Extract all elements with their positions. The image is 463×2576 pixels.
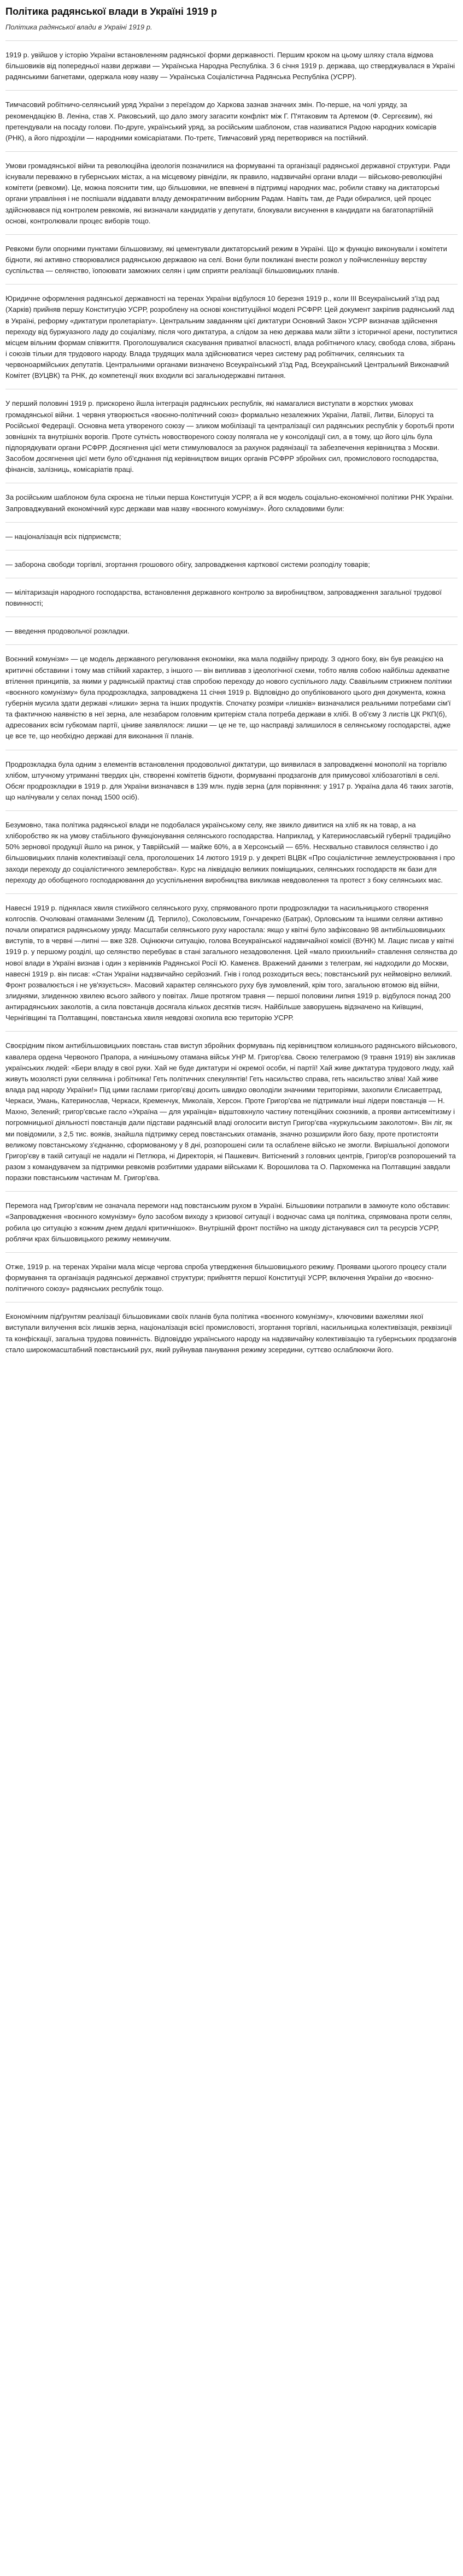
paragraph: Отже, 1919 р. на теренах України мала місце чергова спроба утвердження більшовицького режиму. Проявами цьогого процесу стали формування та організація радянської державної структури; прийняття першої Конституції УСРР, включення України до «воєнно-політичного союзу» радянських республік тощо. (5, 1262, 447, 1293)
divider (5, 1191, 458, 1192)
article-subtitle: Політика радянської влади в Україні 1919 р. (5, 22, 153, 31)
paragraph: Умови громадянської війни та революційна ідеологія позначилися на формуванні та організації радянської державної структури. Ради існували переважно в губернських містах, а на місцевому рівніділи, як правило, надзвичайні органи влади — військово-революційні комітети (ревкоми). Це, можна пояснити тим, що більшовики, не впевнені в підтримці народних мас, робили ставку на диктаторські органи управління і не поспішали віддавати владу демократичним виборним Радам. Навіть там, де Ради обиралися, цей процес здійснювався під контролем ревкомів, які визначали кандидатів у депутати, блокували висунення в кандидати на багатопартійній основі, контролювали процес виборів тощо. (5, 162, 450, 225)
paragraph: 1919 р. увійшов у історію України встановленням радянської форми державності. Першим кроком на цьому шляху стала відмова більшовиків від попередньої назви держави — Українська Народна Республіка. З 6 січня 1919 р. держава, що стверджувалася в Україні радянськими багнетами, одержала нову назву — Українська Соціалістична Радянська Республіка (УСРР). (5, 51, 455, 81)
divider (5, 1252, 458, 1253)
paragraph: За російським шаблоном була скроєна не тільки перша Конституція УСРР, а й вся модель соціально-економічної політики РНК України. Запроваджуваний економічний курс держави мав назву «воєнного комунізму». Його складовими були: (5, 493, 454, 513)
divider (5, 1031, 458, 1032)
paragraph: У перший половині 1919 р. прискорено йшла інтеграція радянських республік, які намагалися виступати в жорстких умовах громадянської війни. 1 червня утворюється «воєнно-політичний союз» формально незалежних України, Латвії, Литви, Білорусі та Російської Федерації. Основна мета утвореного союзу — зликом мобілізації та централізації сил радянських республік у боротьбі проти зовнішніх та внутрішніх ворогів. Проте сутність новоствореного союзу полягала не у консолідації сил, а в тому, що його ціль була підпорядкувати органи РСФРР. Досягнення цієї мети стимулювалося за рахунок радянізації та забезпечення керівництва з Москви. Засобом досягнення цієї мети було об'єднання під керівництвом вищих органів РСФРР збройних сил, промислового господарства, фінансів, залізниць, комісаріатів праці. (5, 399, 454, 474)
divider (5, 893, 458, 894)
paragraph: Юридичне оформлення радянської державності на теренах України відбулося 10 березня 1919 р., коли III Всеукраїнський з'їзд рад (Харків) прийняв першу Конституцію УСРР, розроблену на основі конституційної моделі РСФРР. Цей документ закріпив радянський лад в Україні, реформу «диктатури пролетаріату». Центральним завданням цієї диктатури Основний Закон УСРР визначав здійснення переходу від буржуазного ладу до соціалізму, після чого диктатура, а слідом за нею держава мали зійти з історичної арени, поступитися місцем вільним формам співжиття. Проголошувалися скасування приватної власності, влада робітничого класу, свобода слова, зібрань і союзів тільки для трудового народу. Влада трудящих мала здійснюватися через систему рад робітничих, селянських та червоноармійських депутатів. Центральними органами визначено Всеукраїнський з'їзд Рад, Всеукраїнський Центральний Виконавчий Комітет (ВУЦВК) та РНК, до компетенції яких входили всі загальнодержавні питання. (5, 294, 458, 380)
divider (5, 151, 458, 152)
paragraph: Перемога над Григор'євим не означала перемоги над повстанським рухом в Україні. Більшовики потрапили в замкнуте коло обставин: «Запровадження «воєнного комунізму» було засобом виходу з кризової ситуації і водночас сама ця політика, спрямована проти селян, робила цю ситуацію з кожним днем дедалі критичнішою». Внутрішній фронт постійно на шкоду дістанувався сил та ресурсів УСРР, роблячи крах більшовицького режиму неминучим. (5, 1201, 453, 1243)
paragraph: Продрозкладка була одним з елементів встановлення продовольчої диктатури, що виявилася в запровадженні монополії на торгівлю хлібом, штучному утриманні твердих цін, створенні комітетів бідноти, формуванні продзагонів для примусової хлібозаготівлі в селі. Обсяг продрозкладки в 1919 р. для України визначався в 139 млн. пудів зерна (для порівняння: у 1917 р. Україна дала 46 таких заготів, що налічували у селах понад 1500 осіб). (5, 760, 454, 801)
divider (5, 234, 458, 235)
divider (5, 522, 458, 523)
paragraph: Безумовно, така політика радянської влади не подобалася українському селу, яке звикло дивитися на хліб як на товар, а на хліборобство як на умову стабільного функціонування селянського господарства. Наприклад, у Катеринославській губернії традиційно 50% зернової продукції йшло на ринок, у Таврійській — майже 60%, а в Херсонській — 65%. Несхвально ставилося селянство і до більшовицьких планів колективізації села, проголошених 14 лютого 1919 р. у декреті ВЦВК «Про соціалістичне землеустроювання і про заходи переходу до соціалістичного землеробства». Курс на ліквідацію великих поміщицьких, селянських господарств як бази для переходу до обобщеного господарювання до усуспільнення виробництва викликав невдоволення та протест з боку селянських мас. (5, 821, 455, 884)
article-title: Політика радянської влади в Україні 1919 р (5, 6, 217, 17)
divider (5, 90, 458, 91)
list-item: — введення продовольчої розкладки. (5, 627, 130, 636)
divider (5, 40, 458, 41)
divider (5, 284, 458, 285)
paragraph: Ревкоми були опорними пунктами більшовизму, які цементували диктаторський режим в Україні. Що ж функцію виконували і комітети бідноти, які активно створювалися радянською державою на селі. Вони були покликані внести розкол у пойчисленнішу верству суспільства — селянство, їопоювати заможних селян і цим сприяти реалізації більшовицьких планів. (5, 244, 447, 275)
paragraph: Своєрідним піком антибільшовицьких повстань став виступ збройних формувань під керівництвом колишнього радянського військового, кавалера ордена Червоного Прапора, а нинішньому отамана військ УНР М. Григор'єва. Своєю телеграмою (9 травня 1919) він закликав українських людей: «Бери владу в свої руки. Хай не буде диктатури ні окремої особи, ні партії! Хай живе диктатура трудового люду, хай живуть мозолясті руки селянина і робітника! Геть політичних спекулянтів! Геть насильство справа, геть насильство зліва! Хай живе влада рад народу України!» Під цими гаслами григор'євці досить швидко оволоділи значними територіями, захопили Єлисаветград, Черкаси, Умань, Катеринослав, Черкаси, Кременчук, Миколаїв, Херсон. Проте Григор'єва не підтримали інші лідери повстанців — Н. Махно, Зелений; григор'євське гасло «Україна — для українців» відштовхнуло частину потенційних союзників, а прояви антисемітизму і погромницької діяльності повстанців дали підстави радянській владі оголосити виступ Григор'єва «куркульським заколотом». Він ліг, як ми повідомили, з 2,5 тис. вояків, знайшла підтримку серед повстанських отаманів, значно розширили його базу, проте протистояти великому повстанському з'єднанню, сформованому у 8 дні, розпорошені сили та ослаблене військо не змогли. Вирішальної допомоги Григор'єву в такій ситуації не надали ні Петлюра, ні Директорія, ні Пашкевич. Витіснений з головних центрів, Григор'єв розпорошений та разом з командувачем за підтримки ревкомів розбитими ударами військами К. Ворошилова та О. Пархоменка на Полтавщині завдали поразки повстанським частинам М. Григор'єва. (5, 1041, 458, 1182)
paragraph: Тимчасовий робітничо-селянський уряд України з переїздом до Харкова зазнав значних змін. По-перше, на чолі уряду, за рекомендацією В. Леніна, став Х. Раковський, що дало змогу загасити конфлікт між Г. П'ятаковим та Артемом (Ф. Сергєєвим), які претендували на посаду голови. По-друге, український уряд, за російським шаблоном, став називатися Радою народних комісарів (РНК), а його підрозділи — народними комісаріатами. По-третє, Тимчасовий уряд перетворився на постійний. (5, 100, 437, 142)
divider (5, 644, 458, 645)
paragraph: Воєнний комунізм» — це модель державного регулювання економіки, яка мала подвійну природу. З одного боку, він був реакцією на критичні обставини і тому мав стійкий характер, з іншого — він випливав з ідеологічної схеми, тобто являв собою найбільш адекватне втілення принципів, за якими у радянській практиці став спробою переходу до нового суспільного ладу. Свавільним стрижнем політики «воєнного комунізму» була продрозкладка, запроваджена 11 січня 1919 р. Відповідно до опублікованого цього дня документа, кожна губернія мусила здати державі «лишки» зерна та інших продуктів. Спочатку розміри «лишків» визначалися реальними потребами сім'ї та фактичною наявністю в неї зерна, але незабаром головним критерієм стала потреба держави в хлібі. В об'єму 3 листів ЦК РКП(б), адресованих всім губкомам партії, ціниве заявлялося: лишки — це не те, що насправді залишилося в селянському господарстві, адже це все те, що необхідно державі для виконання її планів. (5, 655, 452, 741)
paragraph: Навесні 1919 р. піднялася хвиля стихійного селянського руху, спрямованого проти продрозкладки та насильницького створення колгоспів. Очолювані отаманами Зеленим (Д. Терпило), Соколовським, Гончаренко (Батрак), Орловським та іншими селяни активно почали опиратися радянському уряду. Масштаби селянського руху наростала: якщо у квітні було зафіксовано 98 антибільшовицьких виступів, то в червні —липні — вже 328. Оцінюючи ситуацію, голова Всеукраїнської надзвичайної комісії (ВУНК) М. Лацис писав у квітні 1919 р. у першому розділі, що селянство перебуває в стані загального незадоволення. Цей «мало прихильний» ставлення селянства до нової влади в Україні визнав і один з керівників Радянської Росії Ю. Каменєв. Вражений даними з телеграм, які надходили до Москви, навесні 1919 р. він писав: «Стан України надзвичайно серйозний. Гнів і голод розходиться весь; повстанський рух неймовірно великий. Фронт розвалюється і не ув'язується». Масовий характер селянського руху був зумовлений, крім того, загальною втомою від війни, злиднями, злиденною хвилею всього зайвого у повітах. Лише протягом травня — першої половини липня 1919 р. відбулося понад 200 антирадянських заколотів, а сила повстанців досягала кількох десятків тисяч. Найбільше заворушень відзначено на Київщині, Чернігівщині та Полтавщині, повстанська хвиля невдовзі охопила всю територію УСРР. (5, 903, 458, 1022)
divider (5, 810, 458, 811)
list-item: — заборона свободи торгівлі, згортання грошового обігу, запровадження карткової системи розподілу товарів; (5, 560, 370, 569)
paragraph: Економічним підґрунтям реалізації більшовиками своїх планів була політика «воєнного комунізму», ключовими важелями якої виступали вилучення всіх лишків зерна, націоналізація всієї промисловості, згортання торгівлі, насильницька колективізація, реквізиції та конфіскації, загальна трудова повинність. Відповіддю українського народу на надзвичайну колективізацію та губернських продзагонів стало широкомасштабний повстанський рух, який руйнував панування режиму зсередини, суттєво ослаблюючи його. (5, 1312, 457, 1354)
list-item: — націоналізація всіх підприємств; (5, 532, 121, 541)
list-item: — мілітаризація народного господарства, встановлення державного контролю за виробництвом, запровадження загальної трудової повинності; (5, 588, 442, 608)
